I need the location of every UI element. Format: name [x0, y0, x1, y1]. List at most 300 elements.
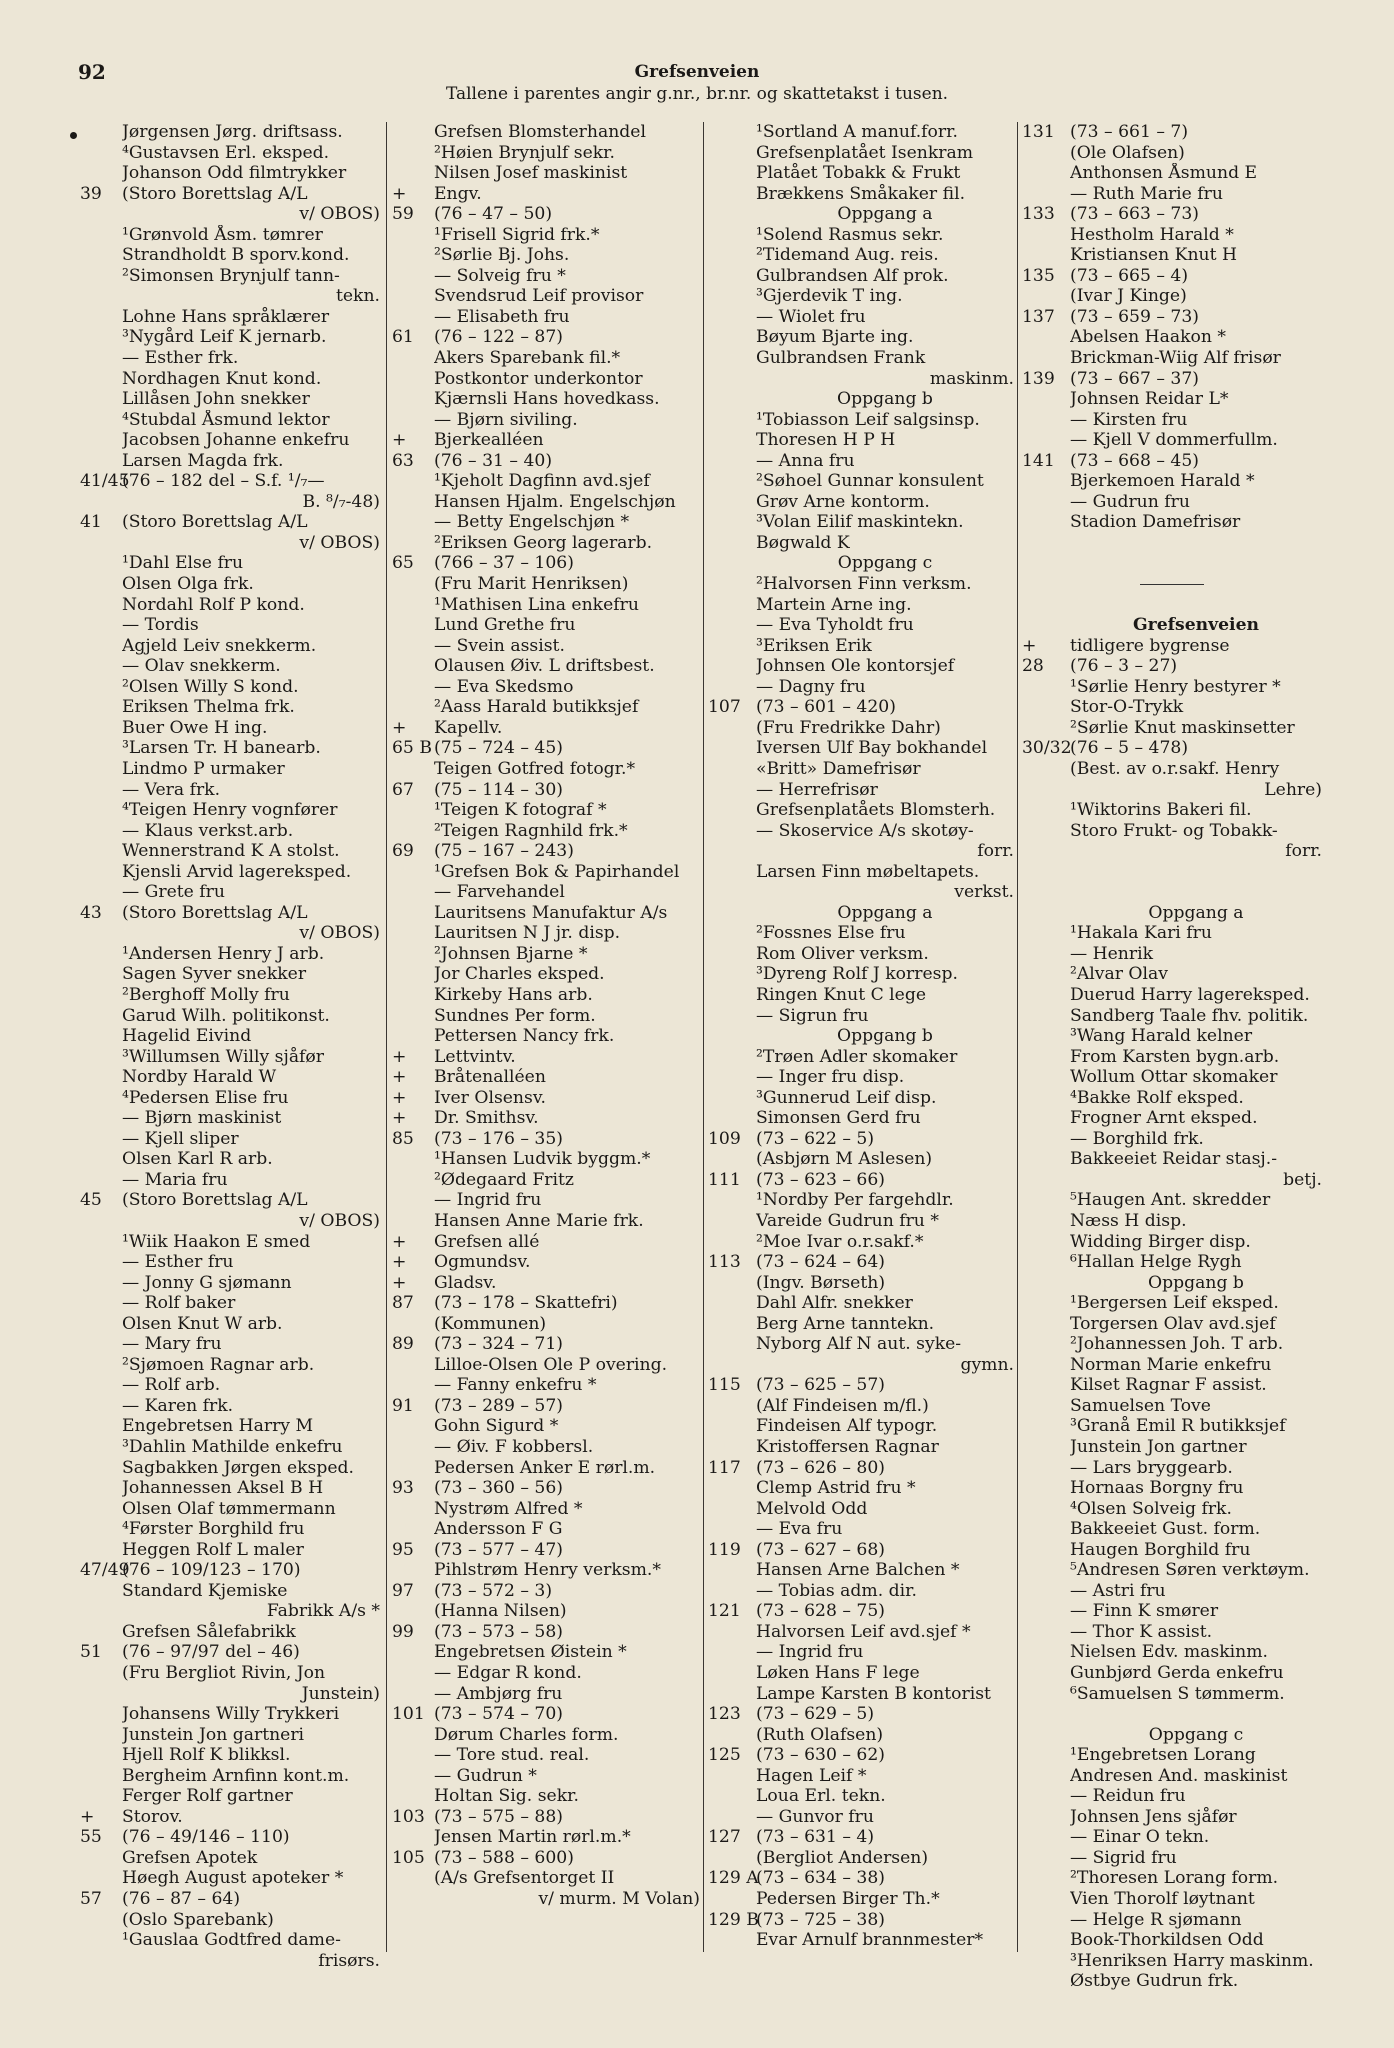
house-number: [708, 492, 756, 513]
directory-entry: [392, 1149, 700, 1170]
directory-entry: [1022, 1067, 1322, 1088]
page-title: Grefsenveien: [634, 62, 760, 82]
house-number: [1022, 780, 1070, 801]
directory-entry: [80, 944, 380, 965]
house-number: [708, 1725, 756, 1746]
directory-entry: [392, 1478, 700, 1499]
entry-text: Stadion Damefrisør: [1070, 512, 1241, 533]
entry-text: Holtan Sig. sekr.: [434, 1786, 579, 1807]
directory-entry: [708, 1190, 1014, 1211]
directory-entry: [708, 718, 1014, 739]
entry-text: Rom Oliver verksm.: [756, 943, 929, 964]
directory-entry: [1022, 1766, 1322, 1787]
house-number: 105: [392, 1847, 425, 1868]
house-number: [392, 1560, 434, 1581]
entry-text: (73 – 624 – 64): [756, 1252, 885, 1273]
entry-text: — Ingrid fru: [756, 1642, 864, 1663]
entry-text: ³Dahlin Mathilde enkefru: [122, 1437, 343, 1457]
entry-text: Bakkeeiet Gust. form.: [1070, 1519, 1261, 1540]
house-number: 119: [708, 1539, 741, 1560]
house-number: 133: [1022, 204, 1055, 225]
house-number: [708, 636, 756, 657]
house-number: [80, 1663, 122, 1684]
house-number: [392, 964, 434, 985]
house-number: 55: [80, 1827, 102, 1848]
directory-entry: [392, 1067, 700, 1088]
entry-text: Nordhagen Knut kond.: [122, 368, 322, 389]
directory-entry: [1022, 1026, 1322, 1047]
house-number: [708, 841, 756, 862]
house-number: [80, 1786, 122, 1807]
entry-text: Nordahl Rolf P kond.: [122, 594, 305, 615]
directory-entry: [392, 1848, 700, 1869]
directory-entry: [708, 1868, 1014, 1889]
entry-text: (76 – 122 – 87): [434, 327, 563, 348]
house-number: [708, 1232, 756, 1253]
house-number: [1022, 1190, 1070, 1211]
entry-text: forr.: [1285, 841, 1322, 862]
entry-text: Vareide Gudrun fru *: [756, 1210, 939, 1231]
house-number: [80, 1355, 122, 1376]
directory-entry: [80, 1951, 380, 1972]
directory-entry: [1022, 1149, 1322, 1170]
directory-entry: [708, 1601, 1014, 1622]
directory-entry: [1022, 266, 1322, 287]
house-number: 109: [708, 1128, 741, 1149]
entry-text: — Rolf arb.: [122, 1375, 221, 1396]
directory-entry: [80, 286, 380, 307]
house-number: [80, 1910, 122, 1931]
house-number: [80, 595, 122, 616]
house-number: 129 A: [708, 1868, 759, 1889]
entry-text: ²Simonsen Brynjulf tann-: [122, 265, 340, 286]
directory-entry: [80, 553, 380, 574]
directory-entry: [1022, 348, 1322, 369]
directory-entry: [392, 1026, 700, 1047]
directory-entry: [708, 738, 1014, 759]
directory-entry: [1022, 451, 1322, 472]
directory-entry: [1022, 821, 1322, 842]
directory-entry: [708, 492, 1014, 513]
entry-text: (Best. av o.r.sakf. Henry: [1070, 758, 1280, 779]
directory-entry: [708, 1396, 1014, 1417]
directory-entry: [80, 1704, 380, 1725]
house-number: [708, 718, 756, 739]
house-number: [1022, 327, 1070, 348]
directory-entry: [1022, 1293, 1322, 1314]
entry-text: (76 – 182 del – S.f. ¹/₇—: [122, 471, 325, 492]
house-number: [1022, 1067, 1070, 1088]
house-number: [392, 821, 434, 842]
directory-entry: [80, 1601, 380, 1622]
entry-text: ⁴Teigen Henry vognfører: [122, 800, 338, 821]
house-number: 89: [392, 1334, 414, 1355]
directory-entry: [80, 1663, 380, 1684]
entry-text: Østbye Gudrun frk.: [1070, 1971, 1239, 1992]
entry-text: Kjensli Arvid lagereksped.: [122, 861, 352, 882]
entry-text: [1070, 553, 1322, 574]
directory-entry: [708, 1642, 1014, 1663]
entry-text: (76 – 97/97 del – 46): [122, 1642, 300, 1663]
entry-text: ³Wang Harald kelner: [1070, 1026, 1253, 1047]
entry-text: Pedersen Birger Th.*: [756, 1889, 940, 1910]
directory-entry: [708, 1704, 1014, 1725]
entry-text: Olausen Øiv. L driftsbest.: [434, 656, 655, 677]
directory-entry: [708, 964, 1014, 985]
entry-text: Johansens Willy Trykkeri: [122, 1704, 340, 1725]
directory-entry: [708, 163, 1014, 184]
house-number: 125: [708, 1745, 741, 1766]
directory-entry: [1022, 595, 1322, 616]
directory-entry: [392, 1519, 700, 1540]
directory-entry: [708, 882, 1014, 903]
entry-text: Teigen Gotfred fotogr.*: [434, 758, 636, 779]
entry-text: ⁵Andresen Søren verktøym.: [1070, 1560, 1310, 1581]
entry-text: ¹Grønvold Åsm. tømrer: [122, 224, 323, 245]
directory-entry: [392, 1622, 700, 1643]
house-number: [708, 882, 756, 903]
directory-entry: [80, 307, 380, 328]
house-number: [708, 389, 756, 410]
directory-entry: [392, 1745, 700, 1766]
directory-entry: [1022, 1170, 1322, 1191]
entry-text: — Gudrun fru: [1070, 491, 1190, 512]
entry-text: Engebretsen Harry M: [122, 1416, 314, 1437]
house-number: [80, 1540, 122, 1561]
directory-entry: [392, 471, 700, 492]
entry-text: Standard Kjemiske: [122, 1580, 288, 1601]
house-number: [80, 1581, 122, 1602]
house-number: [80, 1684, 122, 1705]
house-number: [708, 533, 756, 554]
house-number: [708, 985, 756, 1006]
entry-text: ³Eriksen Erik: [756, 635, 872, 656]
house-number: [80, 1047, 122, 1068]
entry-text: Nyborg Alf N aut. syke-: [756, 1334, 962, 1355]
entry-text: Johanson Odd filmtrykker: [122, 163, 347, 184]
entry-text: Nielsen Edv. maskinm.: [1070, 1642, 1268, 1663]
house-number: [392, 1149, 434, 1170]
directory-entry: [80, 882, 380, 903]
entry-text: v/ OBOS): [299, 532, 380, 553]
directory-entry: [708, 1355, 1014, 1376]
entry-text: (73 – 626 – 80): [756, 1457, 885, 1478]
entry-text: Buer Owe H ing.: [122, 717, 268, 738]
entry-text: — Grete fru: [122, 882, 225, 903]
house-number: [708, 471, 756, 492]
entry-text: Bøgwald K: [756, 532, 850, 553]
entry-text: Pettersen Nancy frk.: [434, 1026, 615, 1047]
directory-entry: [392, 1314, 700, 1335]
entry-text: Lohne Hans språklærer: [122, 306, 330, 327]
house-number: 45: [80, 1190, 102, 1211]
entry-text: ⁴Stubdal Åsmund lektor: [122, 409, 330, 430]
entry-text: (73 – 630 – 62): [756, 1745, 885, 1766]
directory-entry: [80, 1868, 380, 1889]
entry-text: Heggen Rolf L maler: [122, 1539, 304, 1560]
directory-entry: [80, 1499, 380, 1520]
house-number: [392, 882, 434, 903]
entry-text: Næss H disp.: [1070, 1210, 1187, 1231]
entry-text: (75 – 167 – 243): [434, 841, 574, 862]
house-number: +: [392, 1231, 407, 1252]
directory-entry: [392, 327, 700, 348]
directory-entry: [708, 286, 1014, 307]
house-number: [708, 944, 756, 965]
entry-text: Ringen Knut C lege: [756, 984, 927, 1005]
directory-entry: [1022, 1108, 1322, 1129]
entry-text: Hjell Rolf K blikksl.: [122, 1745, 291, 1766]
directory-entry: [80, 718, 380, 739]
house-number: [1022, 1026, 1070, 1047]
house-number: [80, 1396, 122, 1417]
directory-entry: [1022, 1868, 1322, 1889]
entry-text: (766 – 37 – 106): [434, 553, 574, 574]
entry-text: Olsen Knut W arb.: [122, 1313, 283, 1334]
entry-text: — Klaus verkst.arb.: [122, 820, 294, 841]
house-number: 97: [392, 1580, 414, 1601]
entry-text: Lillåsen John snekker: [122, 389, 310, 410]
house-number: [392, 595, 434, 616]
house-number: [1022, 184, 1070, 205]
directory-entry: [1022, 1622, 1322, 1643]
entry-text: ³Dyreng Rolf J korresp.: [756, 964, 958, 985]
directory-entry: [80, 1478, 380, 1499]
directory-entry: [708, 533, 1014, 554]
entry-text: — Bjørn siviling.: [434, 409, 578, 430]
house-number: +: [392, 1067, 407, 1088]
entry-text: ¹Engebretsen Lorang: [1070, 1745, 1256, 1766]
entry-text: Stor-O-Trykk: [1070, 697, 1184, 718]
house-number: [708, 307, 756, 328]
entry-text: ¹Gauslaa Godtfred dame-: [122, 1930, 341, 1951]
entry-text: — Sigrun fru: [756, 1005, 869, 1026]
entry-text: v/ OBOS): [299, 204, 380, 225]
directory-entry: [1022, 1540, 1322, 1561]
house-number: [80, 1766, 122, 1787]
entry-text: (73 – 588 – 600): [434, 1847, 574, 1868]
entry-text: (Kommunen): [434, 1313, 547, 1334]
entry-text: (76 – 47 – 50): [434, 204, 553, 225]
directory-entry: [392, 430, 700, 451]
entry-text: ¹Wiktorins Bakeri fil.: [1070, 800, 1252, 821]
directory-entry: [80, 615, 380, 636]
directory-entry: [80, 595, 380, 616]
entry-text: ⁴Pedersen Elise fru: [122, 1087, 289, 1108]
house-number: [1022, 862, 1070, 883]
house-number: [392, 1416, 434, 1437]
entry-text: (76 – 109/123 – 170): [122, 1560, 301, 1581]
directory-entry: [80, 471, 380, 492]
house-number: [1022, 1519, 1070, 1540]
column-3: [708, 122, 1014, 1951]
directory-entry: [80, 1129, 380, 1150]
house-number: [392, 225, 434, 246]
entry-text: (75 – 724 – 45): [434, 738, 563, 759]
directory-entry: [80, 492, 380, 513]
directory-entry: [80, 1745, 380, 1766]
directory-entry: [1022, 1355, 1322, 1376]
entry-text: (73 – 572 – 3): [434, 1580, 553, 1601]
directory-entry: [1022, 327, 1322, 348]
house-number: [708, 1622, 756, 1643]
directory-entry: [708, 1581, 1014, 1602]
house-number: [1022, 348, 1070, 369]
entry-text: Postkontor underkontor: [434, 368, 643, 389]
directory-entry: [1022, 759, 1322, 780]
house-number: [708, 1047, 756, 1068]
entry-text: Løken Hans F lege: [756, 1663, 920, 1684]
directory-entry: [708, 143, 1014, 164]
house-number: 28: [1022, 656, 1044, 677]
directory-entry: [708, 1560, 1014, 1581]
house-number: [708, 1334, 756, 1355]
entry-text: (Hanna Nilsen): [434, 1601, 567, 1622]
house-number: [80, 985, 122, 1006]
entry-text: «Britt» Damefrisør: [756, 758, 921, 779]
directory-entry: [392, 1006, 700, 1027]
directory-entry: [392, 307, 700, 328]
entry-text: Grefsen allé: [434, 1231, 540, 1252]
house-number: [708, 163, 756, 184]
house-number: 107: [708, 697, 741, 718]
directory-entry: [708, 1766, 1014, 1787]
house-number: [1022, 1314, 1070, 1335]
entry-text: — Skoservice A/s skotøy-: [756, 820, 974, 841]
entry-text: — Astri fru: [1070, 1580, 1166, 1601]
entry-text: Lauritsen N J jr. disp.: [434, 923, 621, 944]
directory-entry: [392, 143, 700, 164]
house-number: +: [80, 1806, 95, 1827]
house-number: [1022, 697, 1070, 718]
entry-text: forr.: [977, 841, 1014, 862]
house-number: 121: [708, 1601, 741, 1622]
house-number: [392, 574, 434, 595]
entry-text: — Kjell V dommerfullm.: [1070, 430, 1278, 451]
directory-entry: [1022, 1745, 1322, 1766]
entry-text: (Storo Borettslag A/L: [122, 512, 308, 533]
entry-text: ³Gunnerud Leif disp.: [756, 1087, 937, 1108]
house-number: [80, 327, 122, 348]
entry-text: (73 – 629 – 5): [756, 1704, 875, 1725]
house-number: [1022, 903, 1070, 924]
house-number: [80, 389, 122, 410]
house-number: [1022, 718, 1070, 739]
entry-text: [1070, 533, 1322, 554]
directory-entry: [1022, 1416, 1322, 1437]
house-number: [80, 759, 122, 780]
entry-text: (73 – 289 – 57): [434, 1395, 563, 1416]
house-number: [80, 492, 122, 513]
entry-text: (Oslo Sparebank): [122, 1909, 274, 1930]
house-number: [80, 1026, 122, 1047]
entry-text: Eriksen Thelma frk.: [122, 697, 295, 718]
directory-entry: [392, 1170, 700, 1191]
entrance-heading: [708, 204, 1014, 225]
house-number: [80, 1951, 122, 1972]
entry-text: ²Alvar Olav: [1070, 964, 1168, 985]
house-number: [392, 1601, 434, 1622]
directory-entry: [708, 245, 1014, 266]
house-number: [392, 1766, 434, 1787]
house-number: [1022, 1334, 1070, 1355]
directory-entry: [708, 348, 1014, 369]
directory-entry: [80, 1622, 380, 1643]
entry-text: (73 – 178 – Skattefri): [434, 1293, 618, 1314]
house-number: [708, 451, 756, 472]
entry-text: Gulbrandsen Frank: [756, 348, 926, 369]
directory-entry: [80, 1067, 380, 1088]
house-number: [80, 1293, 122, 1314]
entry-text: Johnsen Ole kontorsjef: [756, 656, 955, 677]
house-number: [1022, 1560, 1070, 1581]
entry-text: (Alf Findeisen m/fl.): [756, 1395, 929, 1416]
house-number: [708, 1889, 756, 1910]
entry-text: — Gudrun *: [434, 1765, 537, 1786]
directory-entry: [1022, 944, 1322, 965]
directory-entry: [1022, 286, 1322, 307]
directory-entry: [1022, 1560, 1322, 1581]
directory-entry: [80, 122, 380, 143]
entry-text: Junstein Jon gartner: [1070, 1437, 1247, 1457]
directory-entry: [1022, 1786, 1322, 1807]
directory-entry: [1022, 964, 1322, 985]
directory-entry: [708, 451, 1014, 472]
house-number: [708, 1088, 756, 1109]
directory-entry: [80, 1930, 380, 1951]
directory-entry: [392, 1581, 700, 1602]
entry-text: v/ OBOS): [299, 1210, 380, 1231]
directory-entry: [1022, 1519, 1322, 1540]
directory-entry: [392, 615, 700, 636]
entry-text: (Asbjørn M Aslesen): [756, 1149, 933, 1170]
entry-text: — Finn K smører: [1070, 1601, 1219, 1622]
directory-entry: [392, 163, 700, 184]
directory-entry: [80, 1786, 380, 1807]
entry-text: Brickman-Wiig Alf frisør: [1070, 348, 1281, 369]
entry-text: ³Volan Eilif maskintekn.: [756, 512, 964, 533]
entry-text: Kjærnsli Hans hovedkass.: [434, 389, 660, 410]
entry-text: ⁶Samuelsen S tømmerm.: [1070, 1683, 1285, 1704]
directory-entry: [1022, 1252, 1322, 1273]
directory-entry: [708, 1930, 1014, 1951]
entrance-heading: [708, 903, 1014, 924]
entry-text: ⁴Olsen Solveig frk.: [1070, 1498, 1232, 1519]
directory-entry: [1022, 122, 1322, 143]
house-number: 43: [80, 902, 102, 923]
directory-entry: [392, 800, 700, 821]
house-number: [708, 677, 756, 698]
directory-entry: [1022, 1684, 1322, 1705]
entrance-heading: [1022, 1725, 1322, 1746]
entry-text: — Olav snekkerm.: [122, 656, 281, 677]
entry-text: ¹Hansen Ludvik byggm.*: [434, 1149, 651, 1170]
directory-entry: [708, 410, 1014, 431]
entry-text: Svendsrud Leif provisor: [434, 286, 644, 307]
entry-text: Lilloe-Olsen Ole P overing.: [434, 1354, 668, 1375]
house-number: [1022, 1540, 1070, 1561]
directory-entry: [1022, 369, 1322, 390]
house-number: [708, 1293, 756, 1314]
house-number: [708, 1766, 756, 1787]
directory-entry: [708, 512, 1014, 533]
entry-text: ²Moe Ivar o.r.sakf.*: [756, 1231, 924, 1252]
house-number: [1022, 1437, 1070, 1458]
house-number: [80, 841, 122, 862]
directory-entry: [392, 841, 700, 862]
directory-entry: [80, 923, 380, 944]
entry-text: — Tordis: [122, 615, 199, 636]
